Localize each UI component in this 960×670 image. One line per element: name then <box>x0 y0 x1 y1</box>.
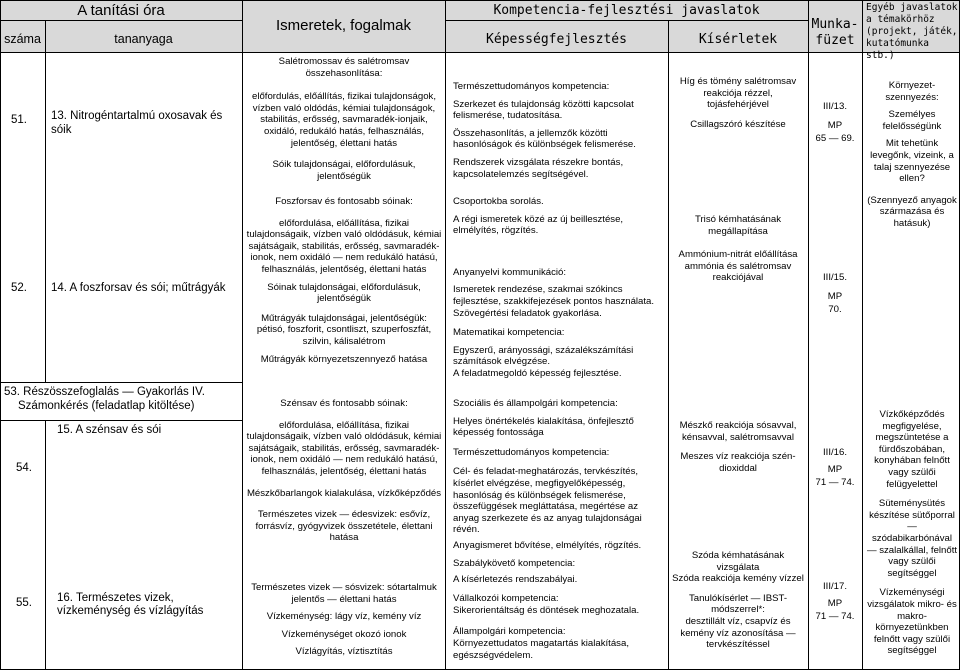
col-divider <box>445 0 446 670</box>
kep-52-item4: Egyszerű, arányossági, százalékszámítási számítások elvégzése. <box>453 344 634 368</box>
kep-51-item1: Szerkezet és tulajdonság közötti kapcsolat felismerése, tudatosítása. <box>453 98 634 122</box>
kis-55-item2: Szóda reakciója kemény vízzel <box>672 573 804 585</box>
kis-51-item2: Csillagszóró készítése <box>690 118 786 130</box>
ism-54-caves: Mészkőbarlangok kialakulása, vízkőképződés <box>246 487 442 499</box>
mf-55-label: MP <box>827 598 843 609</box>
egy-54-item2: Süteménysütés készítése sütőporral — szódabikarbónával — szalalkállal, felnőtt vagy szülői segítséggel <box>866 498 958 579</box>
ism-55-ions: Vízkeménységet okozó ionok <box>281 628 407 640</box>
header-egyeb-line2: a témakörhöz <box>866 14 935 25</box>
kep-55-item2: Sikerorientáltság és döntések meghozatala. <box>453 604 640 616</box>
row-51-munkafuzet <box>808 100 862 145</box>
egy-51-item1: Személyes felelősségünk <box>882 109 942 132</box>
ism-54-props: előfordulása, előállítása, fizikai tulajdonságaik, vízben való oldódásuk, kémiai sajátságaik, stabilitás, erősség, savmaradék-ionok, nem oxidáló — nem redukáló hatású, felhasználás, jelentőség, élettani hatás <box>246 419 442 477</box>
ism-52-intro: Foszforsav és fontosabb sóinak: <box>275 196 413 207</box>
row-54-egyeb <box>866 409 958 657</box>
kep-52-item1: Csoportokba sorolás. <box>453 196 544 207</box>
kep-54-item2: Cél- és feladat-meghatározás, tervkészítés, kísérlet elvégzése, megfigyelőképesség, hasonlóság és különbségek felismerése, összefüggések megláttatása, megértése az anyag szerkezete és az anyag tulajdonságai révén. <box>453 466 642 536</box>
row-55-ismeretek <box>246 582 442 658</box>
row-divider <box>0 382 242 383</box>
ism-52-fertilizers: Műtrágyák tulajdonságai, jelentőségük: pétisó, foszforit, csontliszt, szuperfoszfát, szilvin, kálisalétrom <box>256 312 432 347</box>
row-54-topic: 15. A szénsav és sói <box>57 424 162 436</box>
row-55-number: 55. <box>16 597 32 609</box>
row-54-number: 54. <box>16 462 32 474</box>
ism-55-softening: Vízlágyítás, víztisztítás <box>295 646 393 658</box>
row-54-munkafuzet <box>808 446 862 489</box>
kis-55-item3: Tanulókísérlet — IBST-módszerrel*: <box>688 592 788 616</box>
header-egyeb <box>866 2 960 62</box>
col-divider <box>45 420 46 670</box>
col-divider <box>0 0 1 670</box>
header-munkafuzet <box>808 17 862 49</box>
row-51-topic: 13. Nitrogéntartalmú oxosavak és sóik <box>51 110 223 136</box>
kep-51-item2: Összehasonlítás, a jellemzők közötti hasonlóságok és különbségek felismerése. <box>453 127 636 151</box>
ism-52-salts: Sóinak tulajdonságai, előfordulásuk, jelentőségük <box>267 281 421 305</box>
mf-51-unit: III/13. <box>823 101 847 112</box>
header-egyeb-line3: (projekt, játék, <box>866 26 958 37</box>
row-divider <box>0 0 960 1</box>
kep-51-item3: Rendszerek vizsgálata részekre bontás, kapcsolatelemzés segítségével. <box>453 156 624 180</box>
row-53-line2: Számonkérés (feladatlap kitöltése) <box>18 400 195 412</box>
mf-51-pages: 65 — 69. <box>815 133 855 144</box>
ism-54-intro: Szénsav és fontosabb sóinak: <box>280 398 408 409</box>
header-szama: száma <box>4 32 41 46</box>
egy-51-item2: Mit tehetünk levegőnk, vizeink, a talaj szennyezése ellen? <box>870 138 954 185</box>
header-egyeb-line4: kutatómunka stb.) <box>866 38 929 61</box>
ism-54-freshwater: Természetes vizek — édesvizek: esővíz, forrásvíz, gyógyvizek összetétele, élettani hatása <box>255 509 433 544</box>
kep-52-item5: A feladatmegoldó képesség fejlesztése. <box>453 367 622 379</box>
row-51-number: 51. <box>11 114 27 126</box>
kep-52-heading1: Anyanyelvi kommunikáció: <box>453 266 567 278</box>
kis-54-item2: Meszes víz reakciója szén-dioxiddal <box>680 451 796 474</box>
egy-51-heading: Környezet-szennyezés: <box>885 80 939 103</box>
row-53 <box>4 385 242 413</box>
header-kepessegfejlesztes: Képességfejlesztés <box>486 32 627 47</box>
egy-51-item3: (Szennyező anyagok származása és hatásuk) <box>867 194 957 229</box>
row-divider <box>0 52 960 53</box>
header-egyeb-line1: Egyéb javaslatok <box>866 2 958 13</box>
mf-52-unit: III/15. <box>823 272 847 283</box>
row-54-ismeretek <box>246 398 442 544</box>
row-55-munkafuzet <box>808 580 862 623</box>
ism-55-hardness: Vízkeménység: lágy víz, kemény víz <box>266 611 422 623</box>
ism-52-props: előfordulása, előállítása, fizikai tulajdonságaik, vízben való oldódásuk, kémiai sajátságaik, stabilitás, erősség, savmaradék-ionok, nem oxidáló — nem redukáló hatású, felhasználás, jelentőség, élettani hatás <box>246 217 442 275</box>
row-51-kepesseg <box>453 81 665 180</box>
row-54-kepesseg <box>453 398 665 552</box>
mf-52-pages: 70. <box>828 304 842 315</box>
kep-54-item3: Anyagismeret bővítése, elmélyítés, rögzítés. <box>453 539 642 551</box>
col-divider <box>242 0 243 670</box>
col-divider <box>668 20 669 670</box>
kis-51-item1: Híg és tömény salétromsav reakciója rézzel, tojásfehérjével <box>679 76 797 111</box>
mf-55-unit: III/17. <box>823 581 847 592</box>
kis-55-item1: Szóda kémhatásának vizsgálata <box>691 550 785 573</box>
header-tanitasi-ora: A tanítási óra <box>77 2 165 19</box>
header-munkafuzet-line2: füzet <box>815 33 855 48</box>
row-55-kiserletek <box>672 550 804 651</box>
ism-51-salts: Sóik tulajdonságai, előfordulásuk, jelentőségük <box>272 159 416 182</box>
ism-51-intro: Salétromossav és salétromsav összehasonlítása: <box>278 56 410 79</box>
kep-54-heading2: Természettudományos kompetencia: <box>453 446 610 458</box>
kep-55-heading3: Állampolgári kompetencia: <box>453 626 566 638</box>
row-55-kepesseg <box>453 558 665 661</box>
row-divider <box>0 20 242 21</box>
kis-52-item2: Ammónium-nitrát előállítása ammónia és salétromsav reakciójával <box>678 249 798 284</box>
row-55-topic: 16. Természetes vizek, vízkeménység és vízlágyítás <box>57 592 204 617</box>
kep-52-item3: Ismeretek rendezése, szakmai szókincs fejlesztése, szakkifejezések pontos használata. Szövegértési feladatok gyakorlása. <box>453 284 655 319</box>
kep-52-item2: A régi ismeretek közé az új beillesztése, elmélyítés, rögzítés. <box>453 213 624 237</box>
row-divider <box>0 420 242 421</box>
kep-55-item3: Környezettudatos magatartás kialakítása, egészségvédelem. <box>453 637 629 661</box>
kep-52-heading2: Matematikai kompetencia: <box>453 327 565 339</box>
row-52-topic: 14. A foszforsav és sói; műtrágyák <box>51 282 226 294</box>
ism-55-saltwater: Természetes vizek — sósvizek: sótartalmuk jelentős — élettani hatás <box>251 582 437 605</box>
row-52-kepesseg <box>453 196 665 380</box>
row-51-egyeb <box>866 80 958 230</box>
row-52-ismeretek <box>246 196 442 365</box>
mf-54-pages: 71 — 74. <box>815 477 855 488</box>
row-52-number: 52. <box>11 282 27 294</box>
mf-54-unit: III/16. <box>823 447 847 458</box>
kep-55-item1: A kísérletezés rendszabályai. <box>453 573 578 585</box>
row-53-line1: 53. Részösszefoglalás — Gyakorlás IV. <box>4 386 205 398</box>
ism-52-pollution: Műtrágyák környezetszennyező hatása <box>260 353 428 365</box>
row-divider <box>445 20 808 21</box>
kep-55-heading1: Szabálykövető kompetencia: <box>453 558 576 569</box>
row-51-ismeretek <box>246 56 442 182</box>
header-munkafuzet-line1: Munka- <box>811 17 859 32</box>
col-divider <box>862 0 863 670</box>
mf-55-pages: 71 — 74. <box>815 611 855 622</box>
header-kiserletek: Kísérletek <box>698 32 778 47</box>
row-52-munkafuzet <box>808 271 862 316</box>
kis-54-item1: Mészkő reakciója sósavval, kénsavval, salétromsavval <box>679 420 797 443</box>
egy-54-item3: Vízkeménységi vizsgálatok mikro- és makro-környezetünkben felnőtt vagy szülői segítséggel <box>867 587 957 657</box>
kep-54-item1: Helyes önértékelés kialakítása, önfejlesztő képesség fontossága <box>453 415 634 439</box>
mf-52-label: MP <box>827 291 843 302</box>
egy-54-item1: Vízkőképződés megfigyelése, megszüntetése a fürdőszobában, konyhában felnőtt vagy szülői felügyelettel <box>874 409 950 490</box>
row-54-kiserletek <box>672 420 804 474</box>
col-divider <box>45 20 46 382</box>
kep-55-heading2: Vállalkozói kompetencia: <box>453 593 559 605</box>
header-tananyaga: tananyaga <box>114 32 173 46</box>
row-51-kiserletek <box>672 76 804 130</box>
mf-54-label: MP <box>827 464 843 475</box>
kep-51-heading: Természettudományos kompetencia: <box>453 81 610 92</box>
kis-52-item1: Trisó kémhatásának megállapítása <box>694 214 782 237</box>
row-52-kiserletek <box>672 214 804 284</box>
header-kompetencia: Kompetencia-fejlesztési javaslatok <box>493 3 760 18</box>
ism-51-props: előfordulás, előállítás, fizikai tulajdonságok, vízben való oldódás, kémiai tulajdonságok, stabilitás, erősség, savmaradék-ionjaik, oxidáló, redukáló hatás, felhasználás, jelentőség, élettani hatás <box>252 91 436 149</box>
header-ismeretek: Ismeretek, fogalmak <box>275 17 412 34</box>
mf-51-label: MP <box>827 120 843 131</box>
kep-54-heading1: Szociális és állampolgári kompetencia: <box>453 398 618 409</box>
kis-55-item4: desztillált víz, csapvíz és kemény víz azonosítása — tervkészítéssel <box>680 615 796 651</box>
